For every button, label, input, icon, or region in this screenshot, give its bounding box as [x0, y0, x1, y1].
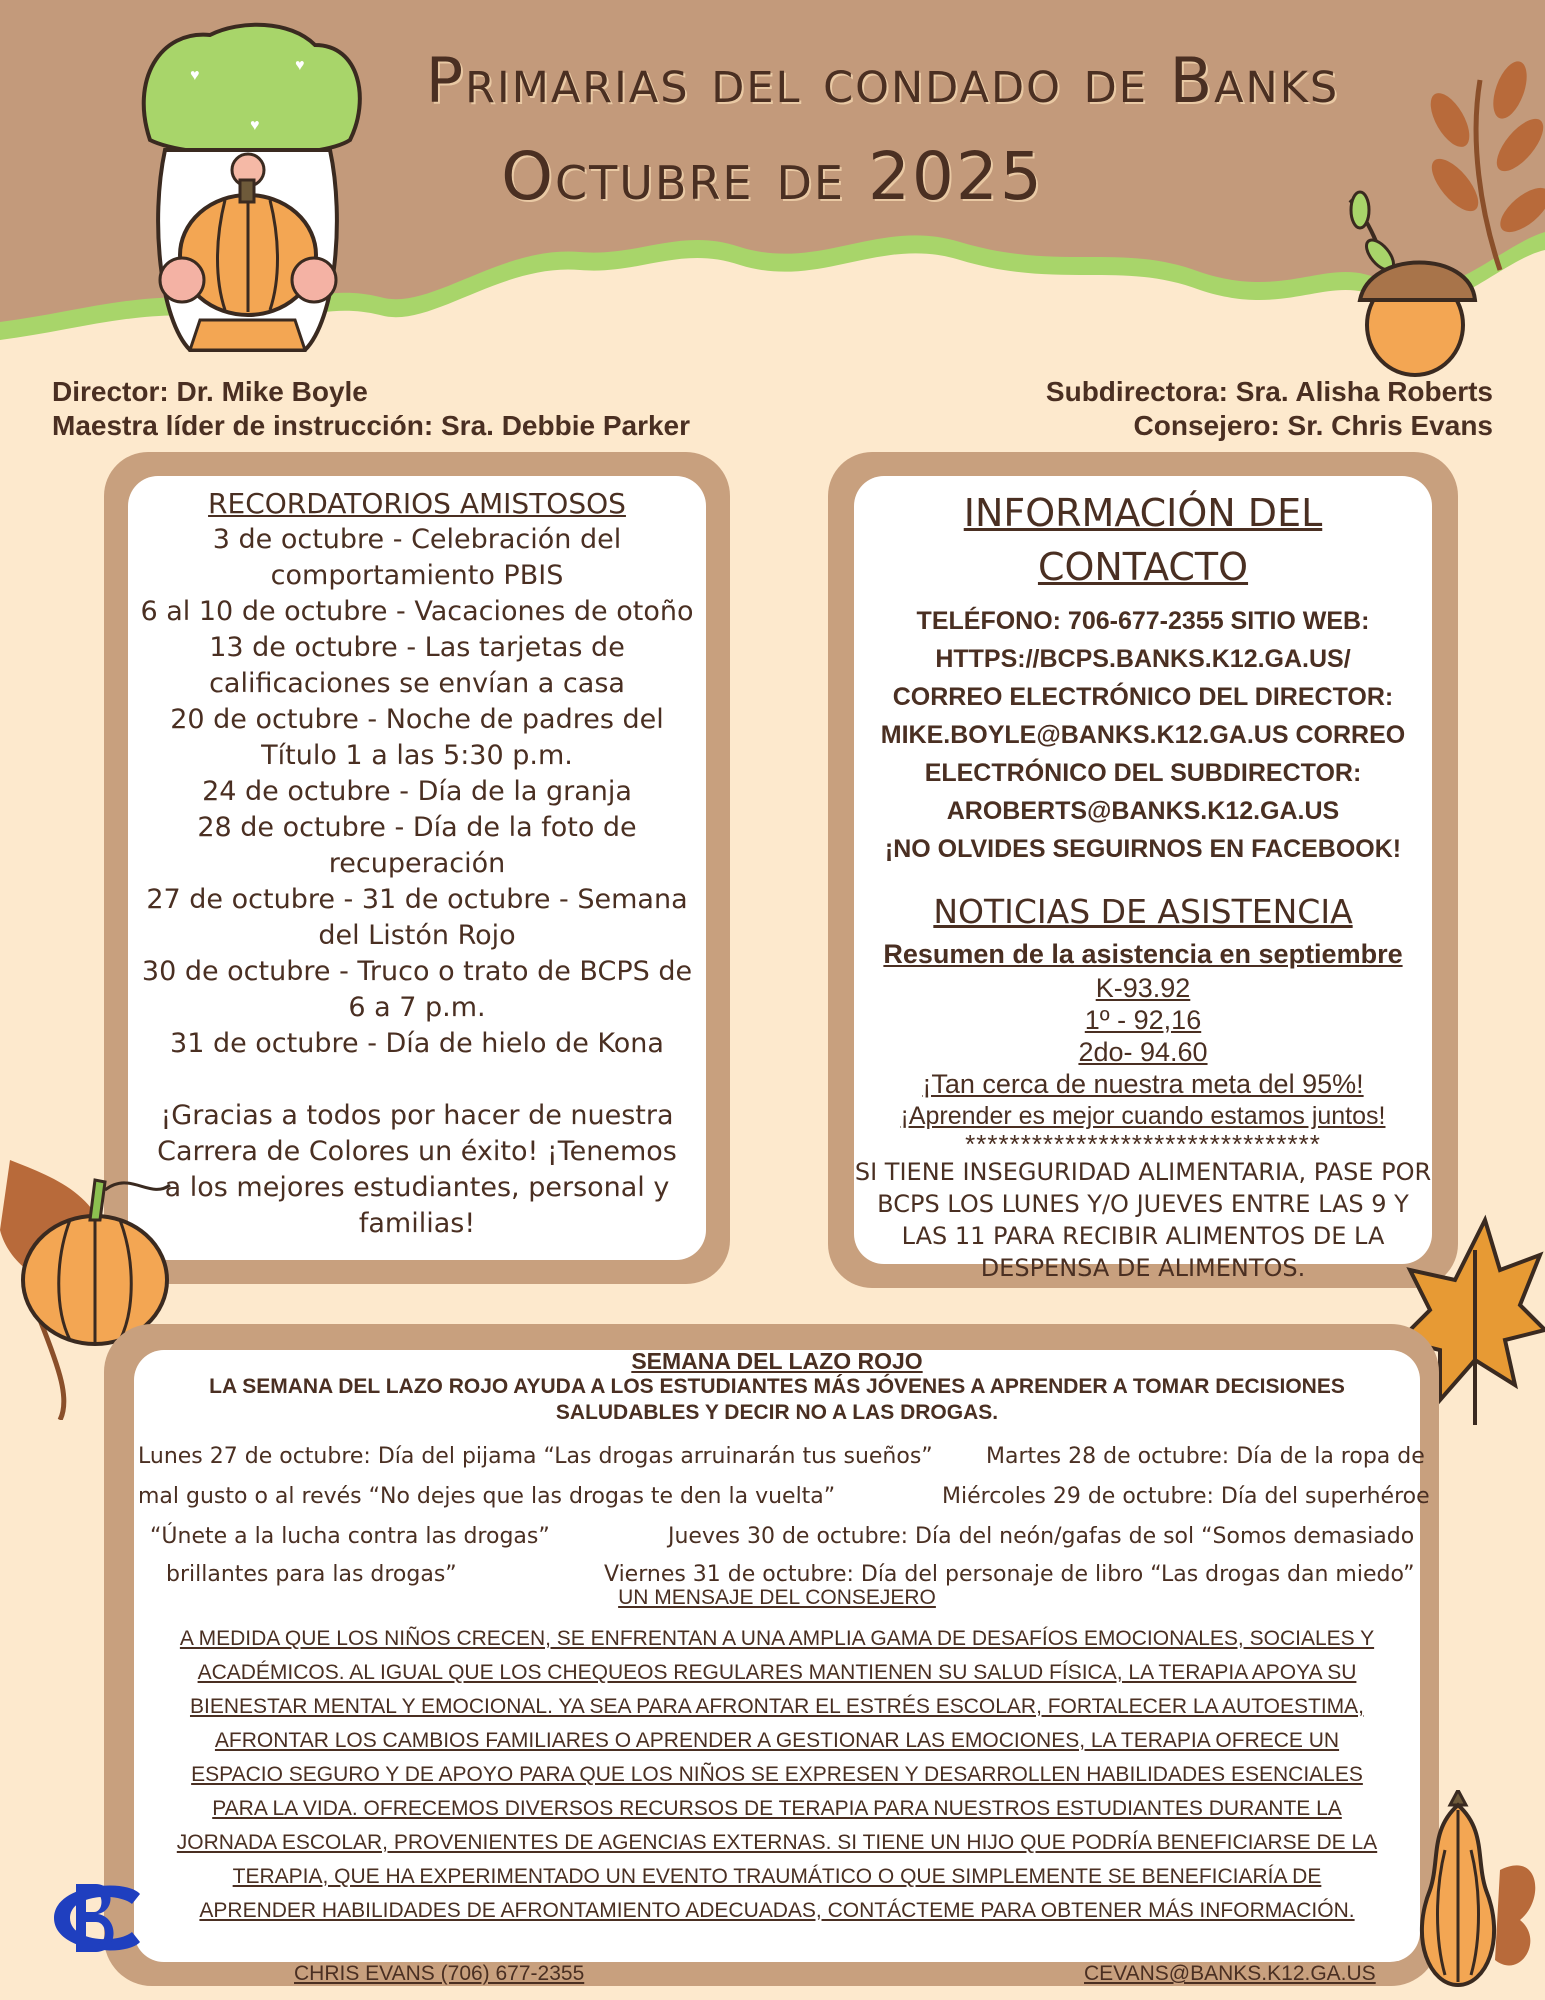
contact-line: ELECTRÓNICO DEL SUBDIRECTOR: — [924, 759, 1362, 787]
svg-text:♥: ♥ — [190, 67, 200, 84]
day-thursday: Jueves 30 de octubre: Día del neón/gafas de sol “Somos demasiado — [668, 1524, 1415, 1549]
attendance-summary-title: Resumen de la asistencia en septiembre — [883, 939, 1403, 969]
day-monday: Lunes 27 de octubre: Día del pijama “Las drogas arruinarán tus sueños” — [138, 1444, 933, 1469]
bottom-panel — [104, 1324, 1439, 1986]
contact-title: INFORMACIÓN DEL CONTACTO — [963, 491, 1323, 589]
assistant-email-link[interactable]: AROBERTS@BANKS.K12.GA.US — [946, 797, 1340, 825]
reminder-item: 24 de octubre - Día de la granja — [202, 776, 632, 807]
reminder-item: 3 de octubre - Celebración del comportamiento PBIS — [212, 524, 622, 591]
bottom-card — [134, 1348, 1430, 1985]
assistant-principal-name: Subdirectora: Sra. Alisha Roberts — [1045, 376, 1493, 407]
reminder-item: 30 de octubre - Truco o trato de BCPS de 6 a 7 p.m. — [141, 956, 693, 1023]
counselor-phone: CHRIS EVANS (706) 677-2355 — [294, 1962, 585, 1985]
day-wednesday-cont: “Únete a la lucha contra las drogas” — [150, 1524, 550, 1549]
staff-left — [52, 375, 690, 443]
contact-info — [854, 602, 1432, 868]
stars-divider: ******************************** — [965, 1129, 1321, 1159]
day-thursday-cont: brillantes para las drogas” — [166, 1562, 457, 1587]
attendance-together: ¡Aprender es mejor cuando estamos juntos! — [900, 1102, 1386, 1130]
day-tuesday: Martes 28 de octubre: Día de la ropa de — [986, 1444, 1425, 1469]
bc-logo-icon — [36, 1870, 148, 1966]
newsletter-title: Primarias del condado de Banks — [425, 44, 1340, 117]
facebook-reminder: ¡NO OLVIDES SEGUIRNOS EN FACEBOOK! — [884, 835, 1402, 863]
gourd-icon — [1400, 1790, 1545, 1990]
reminder-item: 27 de octubre - 31 de octubre - Semana del Listón Rojo — [146, 884, 688, 951]
reminder-item: 28 de octubre - Día de la foto de recuperación — [197, 812, 637, 879]
newsletter-date: Octubre de 2025 — [501, 138, 1044, 215]
counselor-message-title: UN MENSAJE DEL CONSEJERO — [618, 1586, 936, 1609]
lead-teacher-name: Maestra líder de instrucción: Sra. Debbie Parker — [52, 410, 691, 441]
red-ribbon-description: LA SEMANA DEL LAZO ROJO AYUDA A LOS ESTUDIANTES MÁS JÓVENES A APRENDER A TOMAR DECISIONES SALUDABLES Y DECIR NO A LAS DROGAS. — [209, 1375, 1345, 1424]
reminder-item: 13 de octubre - Las tarjetas de calificaciones se envían a casa — [209, 632, 625, 699]
day-wednesday: Miércoles 29 de octubre: Día del superhéroe — [942, 1484, 1430, 1509]
red-ribbon-title: SEMANA DEL LAZO ROJO — [631, 1348, 923, 1374]
reminders-list — [128, 486, 706, 1242]
contact-line: CORREO ELECTRÓNICO DEL DIRECTOR: — [892, 683, 1394, 711]
staff-right — [1046, 375, 1493, 443]
thanks-message: ¡Gracias a todos por hacer de nuestra Carrera de Colores un éxito! ¡Tenemos a los mejores estudiantes, personal y familias! — [157, 1100, 677, 1239]
website-link[interactable]: HTTPS://BCPS.BANKS.K12.GA.US/ — [935, 645, 1351, 673]
attendance-second: 2do- 94.60 — [1078, 1037, 1208, 1067]
reminder-item: 31 de octubre - Día de hielo de Kona — [170, 1028, 664, 1059]
day-tuesday-cont: mal gusto o al revés “No dejes que las drogas te den la vuelta” — [138, 1484, 836, 1509]
reminders-title: RECORDATORIOS AMISTOSOS — [208, 487, 626, 520]
contact-panel — [828, 452, 1458, 1288]
food-pantry-notice: SI TIENE INSEGURIDAD ALIMENTARIA, PASE POR BCPS LOS LUNES Y/O JUEVES ENTRE LAS 9 Y LAS 11 PARA RECIBIR ALIMENTOS DE LA DESPENSA DE ALIMENTOS. — [854, 1158, 1432, 1282]
contact-card — [854, 476, 1432, 1282]
director-email-link[interactable]: MIKE.BOYLE@BANKS.K12.GA.US CORREO — [880, 721, 1406, 749]
svg-text:♥: ♥ — [295, 57, 305, 74]
counselor-message: A MEDIDA QUE LOS NIÑOS CRECEN, SE ENFRENTAN A UNA AMPLIA GAMA DE DESAFÍOS EMOCIONALES, SOCIALES Y ACADÉMICOS. AL IGUAL QUE LOS CHEQUEOS REGULARES MANTIENEN SU SALUD FÍSICA, LA TERAPIA APOYA SU BIENESTAR MENTAL Y EMOCIONAL. YA SEA PARA AFRONTAR EL ESTRÉS ESCOLAR, FORTALECER LA AUTOESTIMA, AFRONTAR LOS CAMBIOS FAMILIARES O APRENDER A GESTIONAR LAS EMOCIONES, LA TERAPIA OFRECE UN ESPACIO SEGURO Y DE APOYO PARA QUE LOS NIÑOS SE EXPRESEN Y DESARROLLEN HABILIDADES ESENCIALES PARA LA VIDA. OFRECEMOS DIVERSOS RECURSOS DE TERAPIA PARA NUESTROS ESTUDIANTES DURANTE LA JORNADA ESCOLAR, PROVENIENTES DE AGENCIAS EXTERNAS. SI TIENE UN HIJO QUE PODRÍA BENEFICIARSE DE LA TERAPIA, QUE HA EXPERIMENTADO UN EVENTO TRAUMÁTICO O QUE SIMPLEMENTE SE BENEFICIARÍA DE APRENDER HABILIDADES DE AFRONTAMIENTO ADECUADAS, CONTÁCTEME PARA OBTENER MÁS INFORMACIÓN. — [176, 1627, 1378, 1922]
red-ribbon-section — [134, 1348, 1430, 1985]
counselor-name: Consejero: Sr. Chris Evans — [1133, 410, 1493, 441]
reminder-item: 20 de octubre - Noche de padres del Título 1 a las 5:30 p.m. — [170, 704, 664, 771]
day-friday: Viernes 31 de octubre: Día del personaje de libro “Las drogas dan miedo” — [604, 1562, 1415, 1587]
reminders-card — [128, 476, 706, 1260]
reminder-item: 6 al 10 de octubre - Vacaciones de otoño — [140, 596, 694, 627]
director-name: Director: Dr. Mike Boyle — [52, 376, 368, 407]
counselor-email-link[interactable]: CEVANS@BANKS.K12.GA.US — [1084, 1962, 1376, 1985]
contact-line: TELÉFONO: 706-677-2355 SITIO WEB: — [916, 607, 1370, 635]
attendance-k: K-93.92 — [1095, 973, 1191, 1003]
contact-column — [854, 486, 1432, 1284]
attendance-title: NOTICIAS DE ASISTENCIA — [933, 892, 1353, 931]
attendance-first: 1º - 92,16 — [1084, 1005, 1202, 1035]
svg-text:♥: ♥ — [250, 117, 260, 134]
attendance-goal: ¡Tan cerca de nuestra meta del 95%! — [922, 1069, 1364, 1099]
